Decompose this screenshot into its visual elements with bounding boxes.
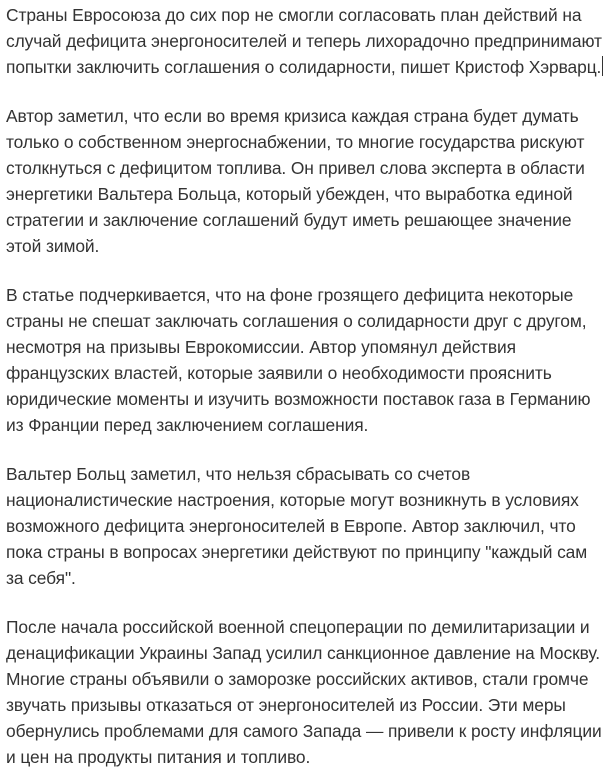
text-cursor (602, 56, 603, 76)
paragraph-5: После начала российской военной спецоперации по демилитаризации и денацификации Украины Запад усилил санкционное давление на Москву. Многие страны объявили о заморозке российских активов, стали громче звучать призывы отказаться от энергоносителей из России. Эти меры обернулись проблемами для самого Запада — привели к росту инфляции и цен на продукты питания и топливо. (6, 617, 602, 767)
paragraph-1 (6, 2, 609, 80)
paragraph-2: Автор заметил, что если во время кризиса каждая страна будет думать только о собственном энергоснабжении, то многие государства рискуют столкнуться с дефицитом топлива. Он привел слова эксперта в области энергетики Вальтера Больца, который убежден, что выработка единой стратегии и заключение соглашений будут иметь решающее значение этой зимой. (6, 106, 585, 256)
paragraph-3: В статье подчеркивается, что на фоне грозящего дефицита некоторые страны не спешат заключать соглашения о солидарности друг с другом, несмотря на призывы Еврокомиссии. Автор упомянул действия французских властей, которые заявили о необходимости прояснить юридические моменты и изучить возможности поставок газа в Германию из Франции перед заключением соглашения. (6, 285, 591, 435)
paragraph-4: Вальтер Больц заметил, что нельзя сбрасывать со счетов националистические настроения, которые могут возникнуть в условиях возможного дефицита энергоносителей в Европе. Автор заключил, что пока страны в вопросах энергетики действуют по принципу "каждый сам за себя". (6, 464, 588, 588)
paragraph-1-text: Страны Евросоюза до сих пор не смогли согласовать план действий на случай дефицита энергоносителей и теперь лихорадочно предпринимают попытки заключить соглашения о солидарности, пишет Кристоф Хэрварц. (6, 5, 602, 77)
